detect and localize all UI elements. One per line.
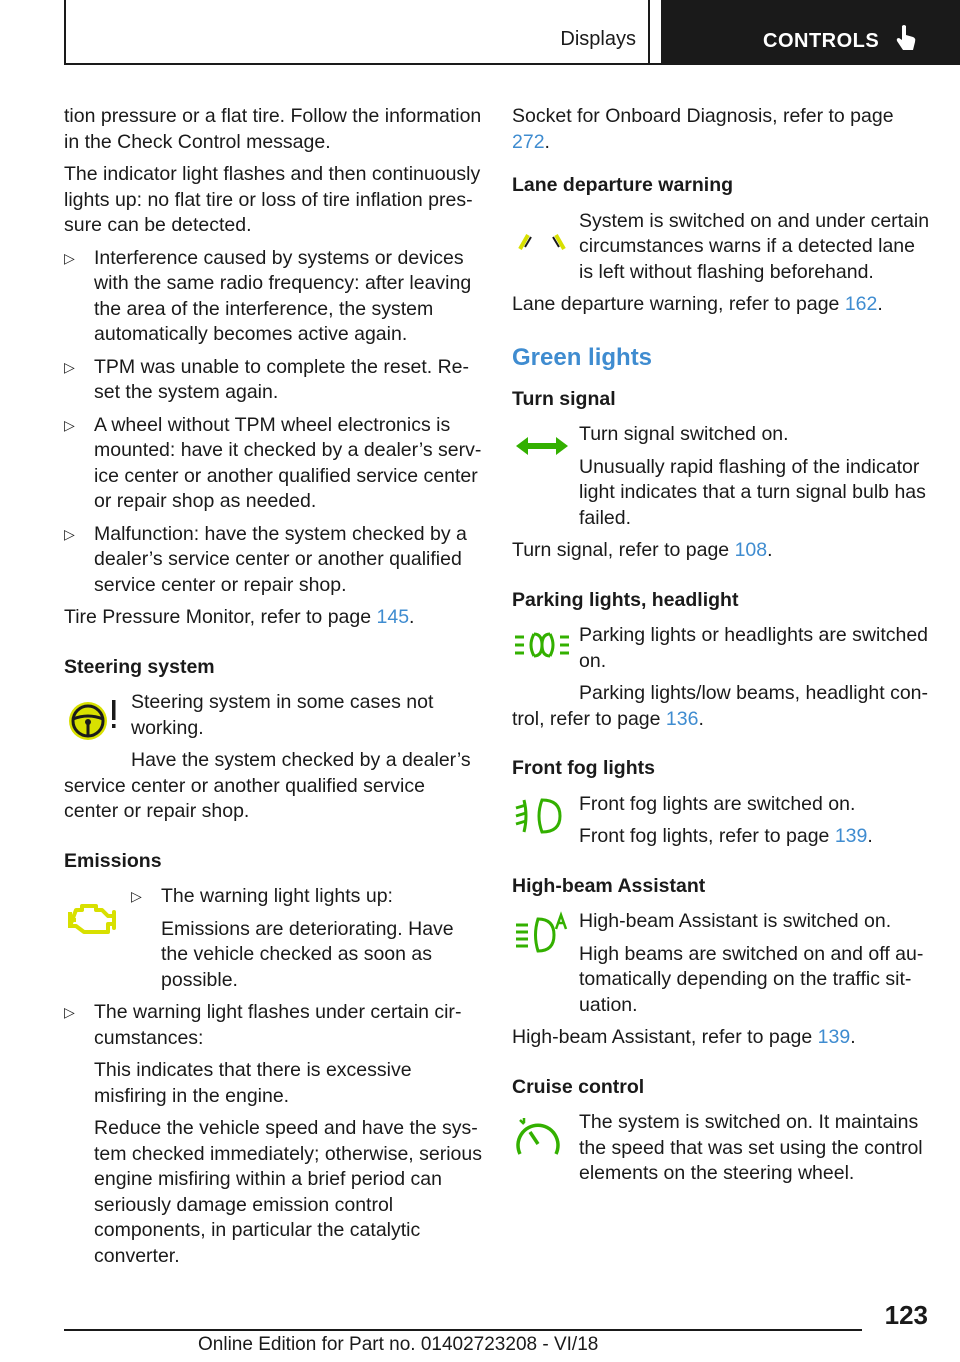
list-item-text: A wheel without TPM wheel electronics is mounted: have it checked by a dealer’s service center or another qualified service center or repair shop as needed. [94, 413, 482, 512]
reference: Parking lights/low beams, headlight control, refer to page 136. [512, 682, 929, 730]
list-item-text: The warning light flashes under certain circumstances: [94, 1001, 462, 1049]
lane-departure-icon [512, 219, 572, 269]
indicator-row [512, 909, 930, 1018]
indicator-row [64, 884, 482, 993]
parking-lights-icon [512, 629, 572, 679]
indicator-row [512, 209, 930, 286]
reference-text: Front fog lights, refer to page [579, 825, 835, 847]
list-item-text: Emissions are deteriorating. Have the vehicle checked as soon as possible. [161, 917, 454, 991]
indicator-row [512, 623, 930, 732]
indicator-text: Parking lights or headlights are switched on. [579, 624, 929, 672]
section-heading: Emissions [64, 849, 162, 872]
reference-text: High-beam Assistant, refer to page [512, 1026, 818, 1048]
section-heading: Turn signal [512, 387, 616, 410]
indicator-row [512, 792, 930, 850]
list-item-text: The warning light lights up: [161, 885, 393, 907]
paragraph: tion pressure or a flat tire. Follow the information in the Check Control message. [64, 105, 482, 153]
bullet-triangle-icon: ▷ [64, 416, 75, 433]
section-heading: Cruise control [512, 1075, 645, 1098]
page-link[interactable]: 145 [376, 606, 410, 628]
high-beam-assistant-icon [512, 911, 572, 961]
indicator-row [64, 690, 482, 825]
list-item [64, 355, 482, 406]
engine-icon [64, 892, 124, 942]
header-chapter-box [661, 0, 960, 64]
header-section-title: Displays [560, 28, 636, 50]
reference: Turn signal, refer to page 108. [512, 539, 773, 561]
page-number: 123 [884, 1300, 928, 1330]
left-column [64, 104, 482, 1276]
reference-text: Parking lights/low beams, headlight control, refer to page [512, 682, 929, 730]
indicator-row [512, 1110, 930, 1187]
section-heading: Steering system [64, 655, 215, 678]
turn-signal-icon [512, 430, 572, 480]
reference: Tire Pressure Monitor, refer to page 145. [64, 606, 415, 628]
reference-text: Turn signal, refer to page [512, 539, 735, 561]
indicator-text: Steering system in some cases not working. [131, 691, 434, 739]
reference-text: Lane departure warning, refer to page [512, 293, 845, 315]
footer-edition: Online Edition for Part no. 01402723208 - VI/18 [198, 1334, 599, 1355]
reference: Front fog lights, refer to page 139. [579, 825, 873, 847]
right-column [512, 104, 930, 1194]
page-link[interactable]: 136 [665, 707, 699, 730]
indicator-text: High beams are switched on and off automatically depending on the traffic situation. [579, 942, 924, 1016]
steering-warning-icon [64, 694, 124, 744]
reference: High-beam Assistant, refer to page 139. [512, 1026, 856, 1048]
page-link[interactable]: 139 [817, 1026, 851, 1048]
section-title: Green lights [512, 343, 653, 371]
reference: Lane departure warning, refer to page 162. [512, 293, 883, 315]
reference-text: Tire Pressure Monitor, refer to page [64, 606, 377, 628]
list-item-text: Reduce the vehicle speed and have the system checked immediately; otherwise, serious engine misfiring within a brief period can seriously damage emission control components, in particular the catalytic converter. [94, 1117, 482, 1267]
list-item-text: Malfunction: have the system checked by a dealer’s service center or another qualified service center or repair shop. [94, 522, 467, 596]
indicator-text: System is switched on and under certain circumstances warns if a detected lane is left without flashing beforehand. [579, 209, 930, 283]
section-heading: Front fog lights [512, 757, 655, 779]
indicator-row [512, 422, 930, 531]
page-link[interactable]: 139 [834, 825, 868, 847]
front-fog-light-icon [512, 794, 572, 844]
page-link[interactable]: 162 [844, 293, 878, 315]
list-item [64, 246, 482, 348]
page-link[interactable]: 108 [734, 539, 768, 561]
indicator-text: High-beam Assistant is switched on. [579, 910, 892, 932]
list-item-text: Interference caused by systems or devices with the same radio frequency: after leaving the area of the interference, the system automatically becomes active again. [94, 246, 472, 345]
reference-text: Socket for Onboard Diagnosis, refer to page [512, 105, 894, 127]
bullet-triangle-icon: ▷ [64, 525, 75, 542]
section-heading: Parking lights, headlight [512, 588, 739, 611]
pointing-hand-icon [895, 24, 917, 52]
list-item-text: TPM was unable to complete the reset. Reset the system again. [94, 355, 470, 403]
list-item [64, 1000, 482, 1269]
bullet-triangle-icon: ▷ [64, 358, 75, 375]
cruise-control-icon [512, 1112, 572, 1162]
list-item [64, 413, 482, 515]
bullet-triangle-icon: ▷ [64, 249, 75, 266]
header-chapter-title: CONTROLS [763, 30, 880, 52]
list-item-text: This indicates that there is excessive misfiring in the engine. [94, 1059, 412, 1107]
bullet-triangle-icon: ▷ [131, 888, 142, 904]
indicator-text: Have the system checked by a dealer’s service center or another qualified service center or repair shop. [64, 749, 471, 822]
page-link[interactable]: 272 [512, 130, 545, 153]
indicator-text: Front fog lights are switched on. [579, 792, 856, 815]
footer-rule [64, 1329, 862, 1331]
list-item [131, 884, 482, 993]
bullet-triangle-icon: ▷ [64, 1004, 75, 1020]
section-heading: Lane departure warning [512, 174, 734, 196]
list-item [64, 522, 482, 599]
section-heading: High-beam Assistant [512, 874, 706, 897]
indicator-text: Turn signal switched on. [579, 423, 789, 445]
paragraph: The indicator light flashes and then continuously lights up: no flat tire or loss of tire inflation pressure can be detected. [64, 163, 481, 236]
reference: Socket for Onboard Diagnosis, refer to page 272. [512, 105, 894, 153]
indicator-text: The system is switched on. It maintains the speed that was set using the control elements on the steering wheel. [579, 1111, 923, 1184]
indicator-text: Unusually rapid flashing of the indicator light indicates that a turn signal bulb has failed. [579, 455, 926, 529]
